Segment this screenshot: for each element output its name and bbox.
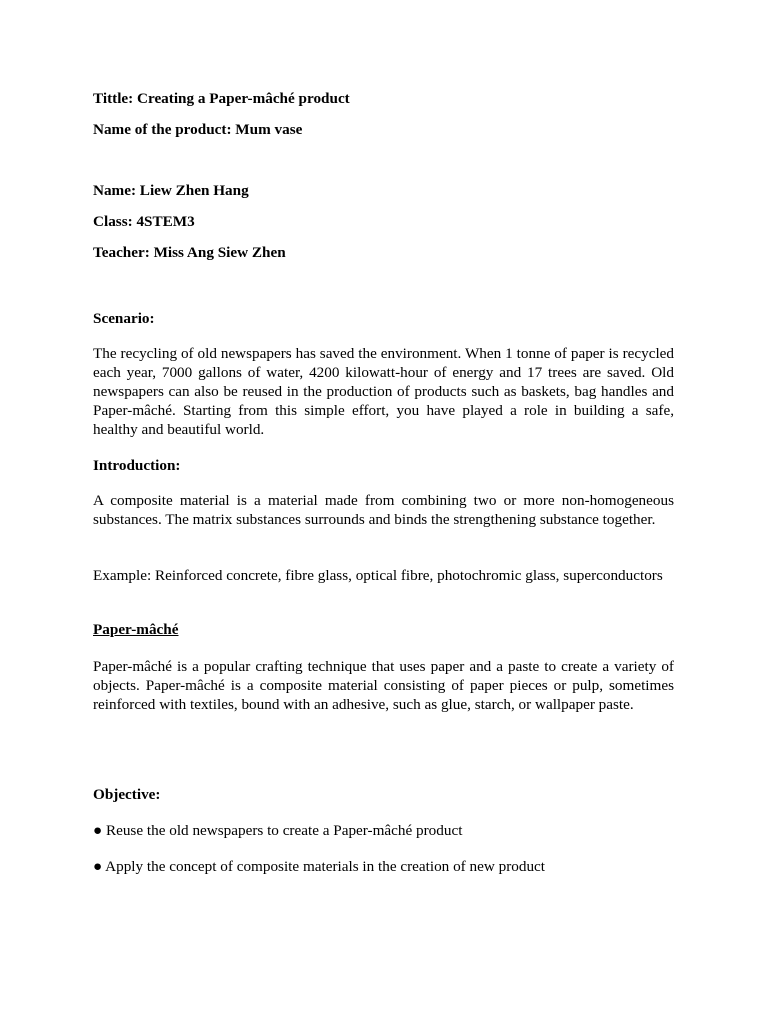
student-name: Name: Liew Zhen Hang: [93, 182, 249, 199]
paper-mache-heading: Paper-mâché: [93, 621, 179, 638]
scenario-text: The recycling of old newspapers has saved the environment. When 1 tonne of paper is recycled each year, 7000 gallons of water, 4200 kilowatt-hour of energy and 17 trees are saved. Old newspapers can also be reused in the production of products such as baskets, bag handles and Paper-mâché. Starting from this simple effort, you have played a role in building a safe, healthy and beautiful world.: [93, 345, 674, 438]
document-title: Tittle: Creating a Paper-mâché product: [93, 90, 350, 107]
objective-item: ● Apply the concept of composite materials in the creation of new product: [93, 858, 546, 875]
objective-heading: Objective:: [93, 786, 161, 803]
objective-item: ● Reuse the old newspapers to create a Paper-mâché product: [93, 822, 463, 839]
introduction-heading: Introduction:: [93, 457, 181, 474]
student-class: Class: 4STEM3: [93, 213, 195, 230]
introduction-text: A composite material is a material made from combining two or more non-homogeneous substances. The matrix substances surrounds and binds the strengthening substance together.: [93, 492, 674, 528]
paper-mache-text: Paper-mâché is a popular crafting technique that uses paper and a paste to create a variety of objects. Paper-mâché is a composite material consisting of paper pieces or pulp, sometimes reinforced with textiles, bound with an adhesive, such as glue, starch, or wallpaper paste.: [93, 658, 674, 713]
teacher-name: Teacher: Miss Ang Siew Zhen: [93, 244, 286, 261]
introduction-example: Example: Reinforced concrete, fibre glass, optical fibre, photochromic glass, superconductors: [93, 567, 663, 584]
product-name: Name of the product: Mum vase: [93, 121, 303, 138]
scenario-heading: Scenario:: [93, 310, 155, 327]
